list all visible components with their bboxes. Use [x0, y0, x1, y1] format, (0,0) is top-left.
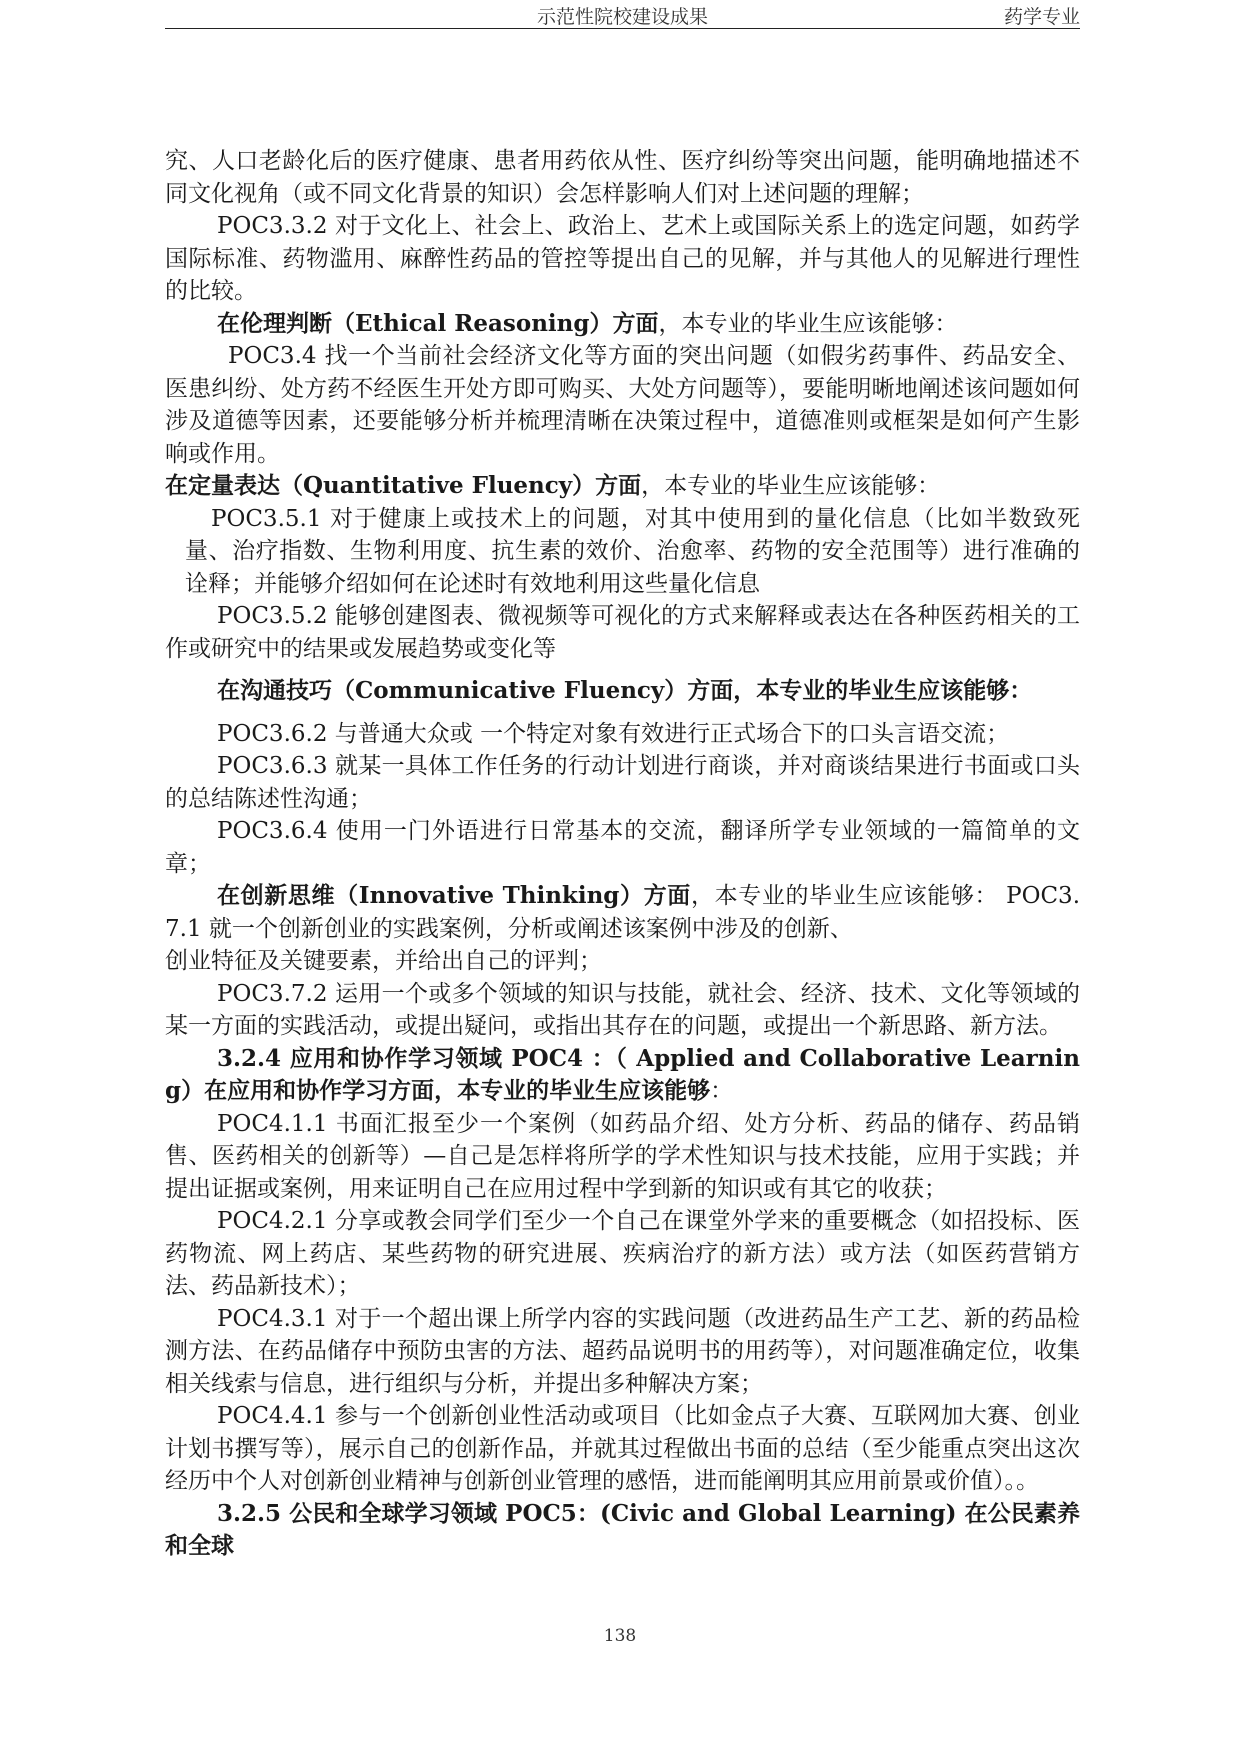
paragraph: POC3.3.2 对于文化上、社会上、政治上、艺术上或国际关系上的选定问题，如药学国际标准、药物滥用、麻醉性药品的管控等提出自己的见解，并与其他人的见解进行理性的比较。	[165, 213, 1080, 304]
paragraph: POC3.6.4 使用一门外语进行日常基本的交流，翻译所学专业领域的一篇简单的文章；	[165, 818, 1080, 877]
paragraph: POC4.1.1 书面汇报至少一个案例（如药品介绍、处方分析、药品的储存、药品销售、医药相关的创新等）—自己是怎样将所学的学术性知识与技术技能，应用于实践；并提出证据或案例，用来证明自己在应用过程中学到新的知识或有其它的收获；	[165, 1110, 1080, 1202]
section-heading: 3.2.4 应用和协作学习领域 POC4 ：（ Applied and Collaborative Learning）在应用和协作学习方面，本专业的毕业生应该能够：	[165, 1044, 1080, 1104]
section-heading: 在创新思维（Innovative Thinking）方面，本专业的毕业生应该能够： POC3.7.1 就一个创新创业的实践案例，分析或阐述该案例中涉及的创新、	[165, 882, 1081, 942]
header-title: 示范性院校建设成果	[536, 6, 708, 28]
paragraph: 究、人口老龄化后的医疗健康、患者用药依从性、医疗纠纷等突出问题，能明确地描述不同文化视角（或不同文化背景的知识）会怎样影响人们对上述问题的理解；	[165, 148, 1080, 207]
section-heading: 在伦理判断（Ethical Reasoning）方面，本专业的毕业生应该能够：	[217, 309, 958, 337]
paragraph: POC3.6.2 与普通大众或 一个特定对象有效进行正式场合下的口头言语交流；	[217, 720, 1010, 747]
page-header	[165, 0, 1080, 29]
paragraph: POC3.5.1 对于健康上或技术上的问题，对其中使用到的量化信息（比如半数致死量、治疗指数、生物利用度、抗生素的效价、治愈率、药物的安全范围等）进行准确的诠释；并能够介绍如何在论述时有效地利用这些量化信息	[185, 505, 1080, 597]
header-section: 药学专业	[1003, 6, 1080, 28]
section-heading: 3.2.5 公民和全球学习领域 POC5：(Civic and Global Learning) 在公民素养和全球	[165, 1499, 1080, 1559]
page-number: 138	[603, 1626, 637, 1646]
paragraph: POC3.7.2 运用一个或多个领域的知识与技能，就社会、经济、技术、文化等领域的某一方面的实践活动，或提出疑问，或指出其存在的问题，或提出一个新思路、新方法。	[165, 980, 1080, 1039]
document-body	[165, 145, 1080, 1563]
paragraph: 创业特征及关键要素，并给出自己的评判；	[165, 948, 602, 974]
paragraph: POC4.3.1 对于一个超出课上所学内容的实践问题（改进药品生产工艺、新的药品检测方法、在药品储存中预防虫害的方法、超药品说明书的用药等），对问题准确定位，收集相关线索与信息，进行组织与分析，并提出多种解决方案；	[165, 1305, 1080, 1397]
paragraph: POC3.4 找一个当前社会经济文化等方面的突出问题（如假劣药事件、药品安全、医患纠纷、处方药不经医生开处方即可购买、大处方问题等），要能明晰地阐述该问题如何涉及道德等因素，还要能够分析并梳理清晰在决策过程中，道德准则或框架是如何产生影响或作用。	[165, 343, 1080, 467]
paragraph: POC3.5.2 能够创建图表、微视频等可视化的方式来解释或表达在各种医药相关的工作或研究中的结果或发展趋势或变化等	[165, 603, 1080, 662]
paragraph: POC3.6.3 就某一具体工作任务的行动计划进行商谈，并对商谈结果进行书面或口头的总结陈述性沟通；	[165, 753, 1080, 812]
paragraph: POC4.2.1 分享或教会同学们至少一个自己在课堂外学来的重要概念（如招投标、医药物流、网上药店、某些药物的研究进展、疾病治疗的新方法）或方法（如医药营销方法、药品新技术）；	[165, 1208, 1080, 1299]
section-heading: 在沟通技巧（Communicative Fluency）方面，本专业的毕业生应该能够：	[217, 677, 1033, 704]
section-heading: 在定量表达（Quantitative Fluency）方面，本专业的毕业生应该能够：	[165, 472, 941, 499]
paragraph: POC4.4.1 参与一个创新创业性活动或项目（比如金点子大赛、互联网加大赛、创业计划书撰写等），展示自己的创新作品，并就其过程做出书面的总结（至少能重点突出这次经历中个人对创新创业精神与创新创业管理的感悟，进而能阐明其应用前景或价值）。。	[165, 1403, 1080, 1494]
